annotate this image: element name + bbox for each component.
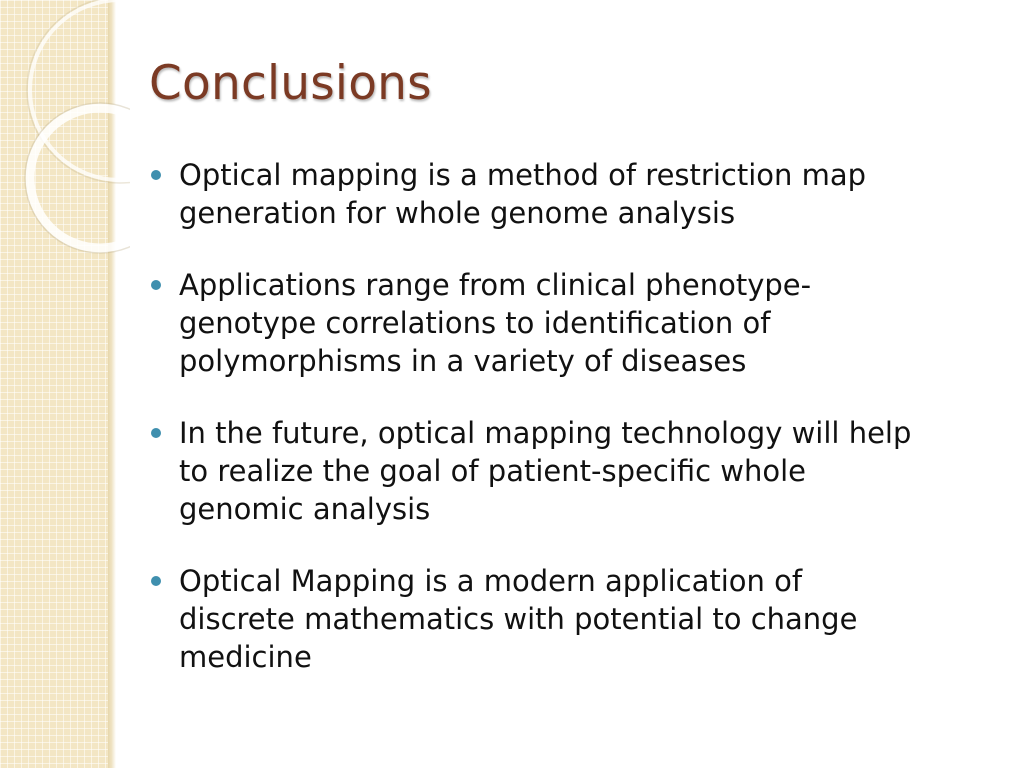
bullet-line: Optical mapping is a method of restriction map	[179, 158, 867, 192]
bullet-line: polymorphisms in a variety of diseases	[179, 344, 747, 378]
bullet-line: discrete mathematics with potential to change	[179, 602, 858, 636]
bullet-line: genotype correlations to identification of	[179, 306, 771, 340]
bullet-line: generation for whole genome analysis	[179, 196, 736, 230]
bullet-item	[148, 562, 1008, 676]
circle-bullet-icon	[151, 428, 161, 438]
circle-bullet-icon	[151, 576, 161, 586]
bullet-line: medicine	[179, 640, 312, 674]
bullet-item	[148, 414, 1008, 528]
circle-bullet-icon	[151, 170, 161, 180]
bullet-line: genomic analysis	[179, 492, 431, 526]
bullet-line: Optical Mapping is a modern application of	[179, 564, 803, 598]
bullet-line: Applications range from clinical phenotype-	[179, 268, 812, 302]
bullet-line: In the future, optical mapping technology will help	[179, 416, 912, 450]
bullet-item	[148, 156, 1008, 232]
circle-bullet-icon	[151, 280, 161, 290]
upper-ring-shadow	[27, 0, 130, 183]
upper-ring	[30, 0, 130, 180]
ring-decoration-icon	[0, 0, 130, 260]
bullet-item	[148, 266, 1008, 380]
bullet-line: to realize the goal of patient-specific whole	[179, 454, 806, 488]
slide-title: Conclusions	[149, 56, 432, 111]
bullet-list	[148, 156, 1008, 710]
